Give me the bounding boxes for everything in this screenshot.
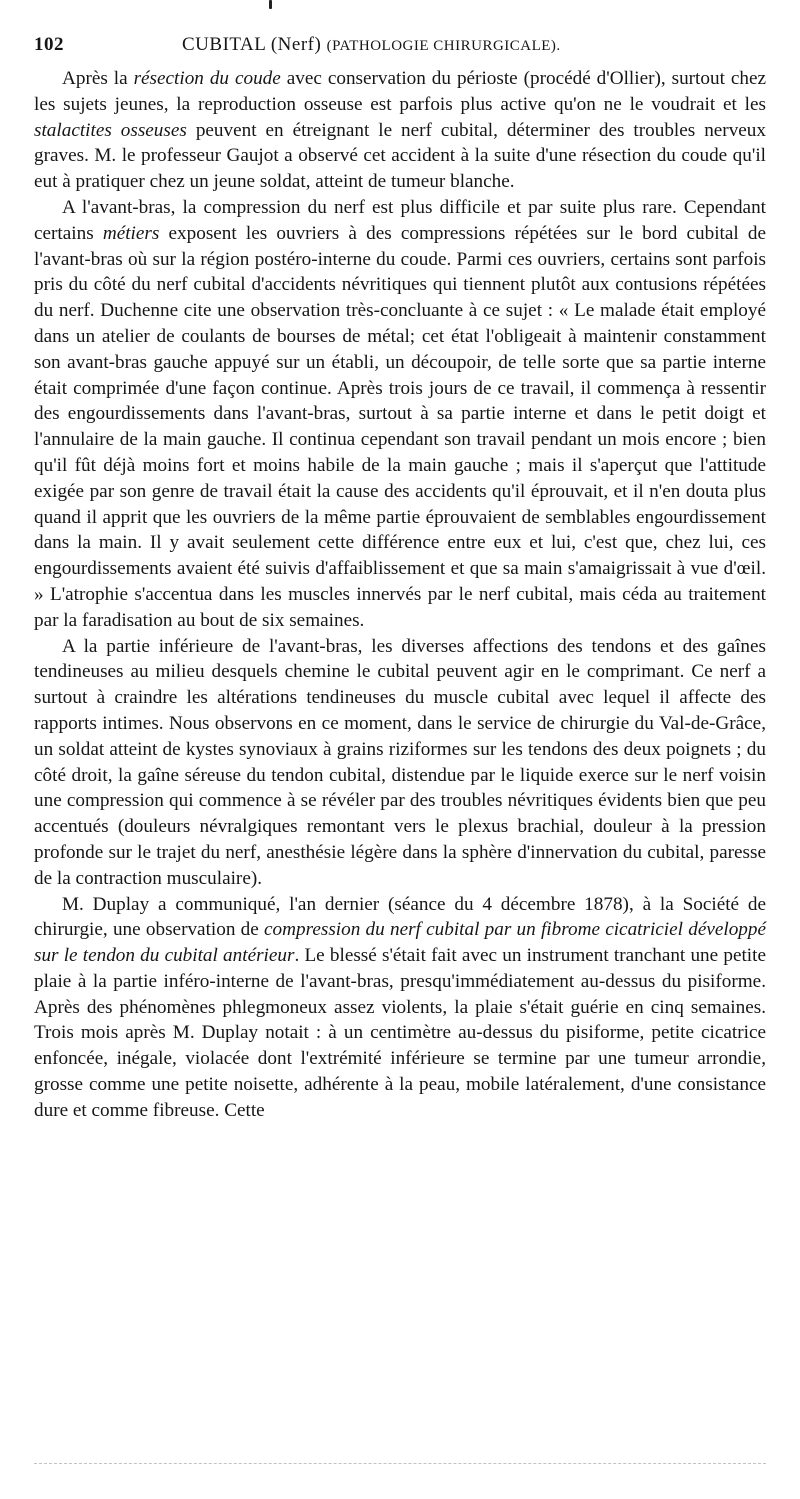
- printer-mark: [269, 0, 272, 9]
- text-run: . Le blessé s'était fait avec un instrument tranchant une petite plaie à la partie inféro-interne de l'avant-bras, presqu'immédiatement au-dessus du pisiforme. Après des phénomènes phlegmoneux assez violents, la plaie s'était guérie en cinq semaines. Trois mois après M. Duplay notait : à un centimètre au-dessus du pisiforme, petite cicatrice enfoncée, inégale, violacée dont l'extrémité inférieure se termine par une tumeur arrondie, grosse comme une petite noisette, adhérente à la peau, mobile latéralement, d'une consistance dure et comme fibreuse. Cette: [34, 945, 766, 1121]
- paragraph: [34, 66, 766, 195]
- italic-text: résection du coude: [133, 68, 281, 89]
- text-run: A l'avant-bras, la compression du nerf est plus difficile et par suite plus rare. Cependant certains: [34, 196, 766, 244]
- text-run: avec conservation du périoste (procédé d'Ollier), surtout chez les sujets jeunes, la reproduction osseuse est parfois plus active qu'on ne le voudrait et les: [34, 68, 766, 115]
- running-title-main: CUBITAL (Nerf): [182, 34, 322, 55]
- italic-text: compression du nerf cubital par un fibrome cicatriciel développé sur le tendon du cubital antérieur: [34, 919, 766, 967]
- text-run: peuvent en étreignant le nerf cubital, déterminer des troubles nerveux graves. M. le professeur Gaujot a observé cet accident à la suite d'une résection du coude qu'il eut à pratiquer chez un jeune soldat, atteint de tumeur blanche.: [34, 119, 766, 193]
- paragraph: [34, 634, 766, 892]
- italic-text: métiers: [102, 222, 160, 244]
- text-run: Après la: [62, 68, 134, 89]
- text-run: exposent les ouvriers à des compressions répétées sur le bord cubital de l'avant-bras où sur la région postéro-interne du coude. Parmi ces ouvriers, certains sont parfois pris du côté du nerf cubital d'accidents névritiques qui tiennent plutôt aux contusions répétées du nerf. Duchenne cite une observation très-concluante à ce sujet : « Le malade était employé dans un atelier de coulants de bourses de métal; cet état l'obligeait à maintenir constamment son avant-bras gauche appuyé sur un établi, un découpoir, de telle sorte que sa partie interne était comprimée d'une façon continue. Après trois jours de ce travail, il commença à ressentir des engourdissements dans l'avant-bras, surtout à sa partie interne et dans le petit doigt et l'annulaire de la main gauche. Il continua cependant son travail pendant un mois encore ; bien qu'il fût déjà moins fort et moins habile de la main gauche ; mais il s'aperçut que l'attitude exigée par son genre de travail était la cause des accidents qu'il éprouvait, et il n'en douta plus quand il apprit que les ouvriers de la même partie éprouvaient de semblables engourdissement dans la main. Il y avait seulement cette différence entre eux et lui, c'est que, chez lui, ces engourdissements avaient été suivis d'affaiblissement et que sa main s'amaigrissait à vue d'œil. » L'atrophie s'accentua dans les muscles innervés par le nerf cubital, mais céda au traitement par la faradisation au bout de six semaines.: [34, 222, 766, 631]
- body-text: [34, 66, 766, 1124]
- running-title: [182, 34, 561, 56]
- text-run: A la partie inférieure de l'avant-bras, les diverses affections des tendons et des gaînes tendineuses au milieu desquels chemine le cubital peuvent agir en le comprimant. Ce nerf a surtout à craindre les altérations tendineuses du muscle cubital avec lequel il affecte des rapports intimes. Nous observons en ce moment, dans le service de chirurgie du Val-de-Grâce, un soldat atteint de kystes synoviaux à grains riziformes sur les tendons des deux poignets ; du côté droit, la gaîne séreuse du tendon cubital, distendue par le liquide exerce sur le nerf voisin une compression qui commence à se révéler par des troubles névritiques évidents bien que peu accentués (douleurs névralgiques remontant vers le plexus brachial, douleur à la pression profonde sur le trajet du nerf, anesthésie légère dans la sphère d'innervation du cubital, paresse de la contraction musculaire).: [34, 635, 766, 889]
- book-page: [34, 22, 766, 1124]
- paragraph: [34, 892, 766, 1124]
- running-title-sub: (PATHOLOGIE CHIRURGICALE).: [326, 38, 561, 54]
- italic-text: stalactites osseuses: [34, 119, 187, 141]
- page-number: 102: [34, 34, 64, 55]
- paragraph: [34, 195, 766, 634]
- page-header: [34, 22, 766, 60]
- page-bottom-rule: [34, 1463, 766, 1464]
- text-run: M. Duplay a communiqué, l'an dernier (séance du 4 décembre 1878), à la Société de chirurgie, une observation de: [34, 893, 766, 941]
